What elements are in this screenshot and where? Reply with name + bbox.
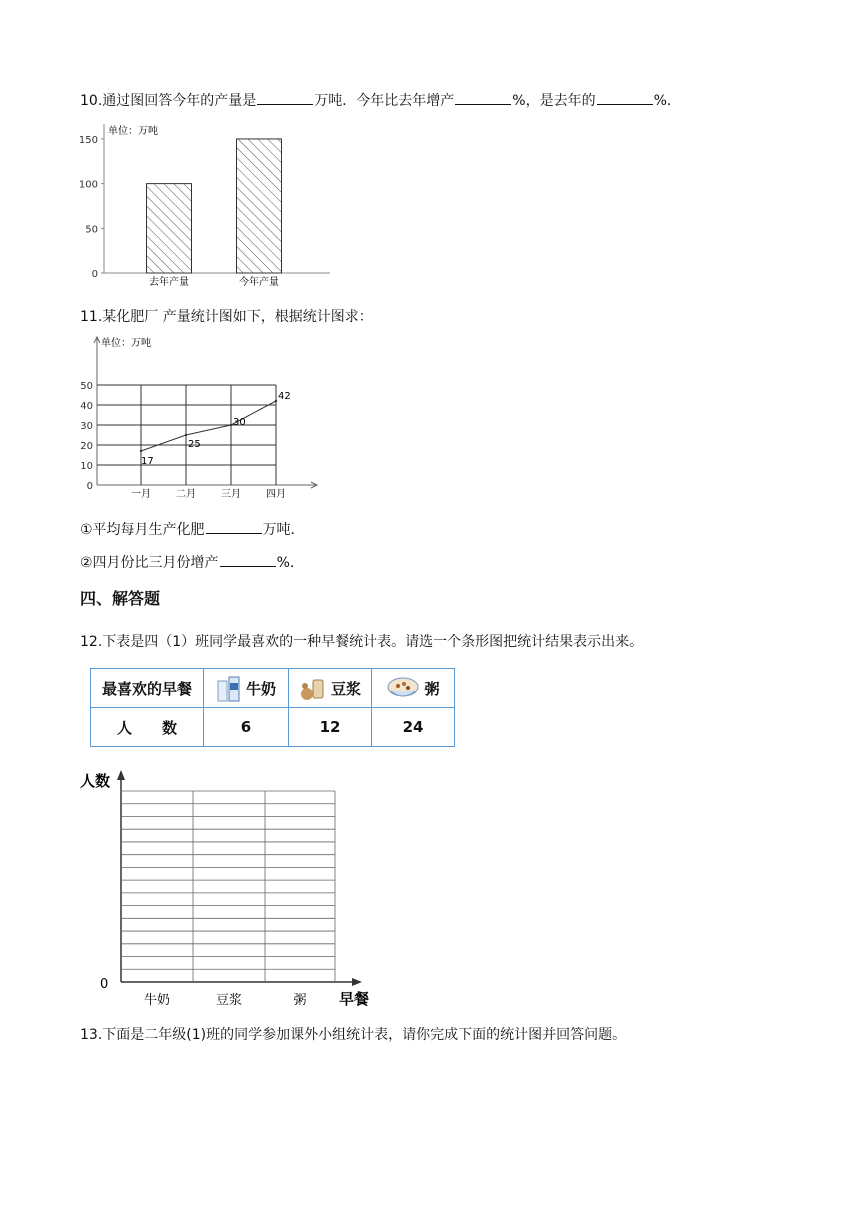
q12-text: 12.下表是四（1）班同学最喜欢的一种早餐统计表。请选一个条形图把统计结果表示出来。 bbox=[80, 634, 644, 650]
q10-bar-chart bbox=[78, 118, 348, 290]
data-point bbox=[275, 400, 277, 402]
q11-sub1: ①平均每月生产化肥 万吨． bbox=[80, 522, 305, 538]
y-axis-label: 人数 bbox=[80, 772, 111, 790]
y-tick-label: 100 bbox=[78, 179, 98, 191]
data-point bbox=[185, 434, 187, 436]
x-tick-label: 三月 bbox=[221, 489, 241, 500]
x-axis-label: 早餐 bbox=[339, 990, 370, 1008]
q11-blank-2[interactable] bbox=[220, 554, 276, 567]
porridge-icon bbox=[386, 675, 420, 701]
y-tick-label: 20 bbox=[80, 441, 93, 452]
x-tick-label: 四月 bbox=[266, 489, 286, 500]
milk-icon bbox=[216, 673, 242, 703]
x-tick-label: 去年产量 bbox=[149, 277, 189, 288]
bar bbox=[237, 139, 282, 273]
data-label: 42 bbox=[278, 391, 291, 402]
x-tick-label: 二月 bbox=[176, 489, 196, 500]
x-tick-label: 今年产量 bbox=[239, 277, 279, 288]
x-axis-arrow bbox=[352, 978, 362, 986]
q10-blank-1[interactable] bbox=[257, 92, 313, 105]
y-tick-label: 30 bbox=[80, 421, 93, 432]
x-category-label: 粥 bbox=[293, 993, 307, 1008]
y-axis-arrow bbox=[117, 770, 125, 780]
y-tick-label: 50 bbox=[80, 381, 93, 392]
y-tick-label: 10 bbox=[80, 461, 93, 472]
table-row-label: 人 数 bbox=[91, 708, 204, 747]
section-heading: 四、解答题 bbox=[80, 589, 161, 608]
series-line bbox=[141, 401, 276, 451]
table-food-cell: 豆浆 bbox=[289, 669, 372, 708]
y-tick-label: 150 bbox=[78, 134, 98, 146]
q11-sub2: ②四月份比三月份增产 %． bbox=[80, 555, 304, 571]
bar bbox=[147, 184, 192, 273]
data-point bbox=[140, 450, 142, 452]
table-header-cell: 最喜欢的早餐 bbox=[91, 669, 204, 708]
q10-blank-2[interactable] bbox=[455, 92, 511, 105]
table-row bbox=[91, 708, 455, 747]
q11-line-chart bbox=[78, 334, 328, 500]
q11-blank-1[interactable] bbox=[206, 521, 262, 534]
origin-label: 0 bbox=[100, 977, 109, 992]
data-label: 30 bbox=[233, 417, 246, 428]
table-count-cell: 6 bbox=[204, 708, 289, 747]
q11-text: 11.某化肥厂 产量统计图如下，根据统计图求： bbox=[80, 309, 373, 325]
unit-label: 单位：万吨 bbox=[108, 126, 158, 137]
breakfast-table bbox=[90, 668, 455, 747]
q10-text: 10.通过图回答今年的产量是 万吨．今年比去年增产 %，是去年的 %． bbox=[80, 93, 681, 109]
q12-empty-grid bbox=[78, 764, 378, 1012]
y-tick-label: 0 bbox=[91, 269, 98, 280]
y-tick-label: 50 bbox=[85, 224, 98, 236]
soymilk-icon bbox=[299, 674, 327, 702]
data-label: 17 bbox=[141, 456, 154, 467]
y-tick-label: 0 bbox=[86, 481, 93, 492]
x-category-label: 牛奶 bbox=[143, 993, 171, 1008]
q13-text: 13.下面是二年级(1)班的同学参加课外小组统计表，请你完成下面的统计图并回答问题。 bbox=[80, 1027, 627, 1043]
data-point bbox=[230, 424, 232, 426]
table-count-cell: 12 bbox=[289, 708, 372, 747]
table-row bbox=[91, 669, 455, 708]
q10-blank-3[interactable] bbox=[597, 92, 653, 105]
table-food-cell: 粥 bbox=[372, 669, 455, 708]
y-tick-label: 40 bbox=[80, 401, 93, 412]
data-label: 25 bbox=[188, 439, 201, 450]
x-category-label: 豆浆 bbox=[215, 993, 243, 1008]
unit-label: 单位：万吨 bbox=[101, 338, 151, 349]
table-food-cell: 牛奶 bbox=[204, 669, 289, 708]
x-tick-label: 一月 bbox=[131, 489, 151, 500]
table-count-cell: 24 bbox=[372, 708, 455, 747]
